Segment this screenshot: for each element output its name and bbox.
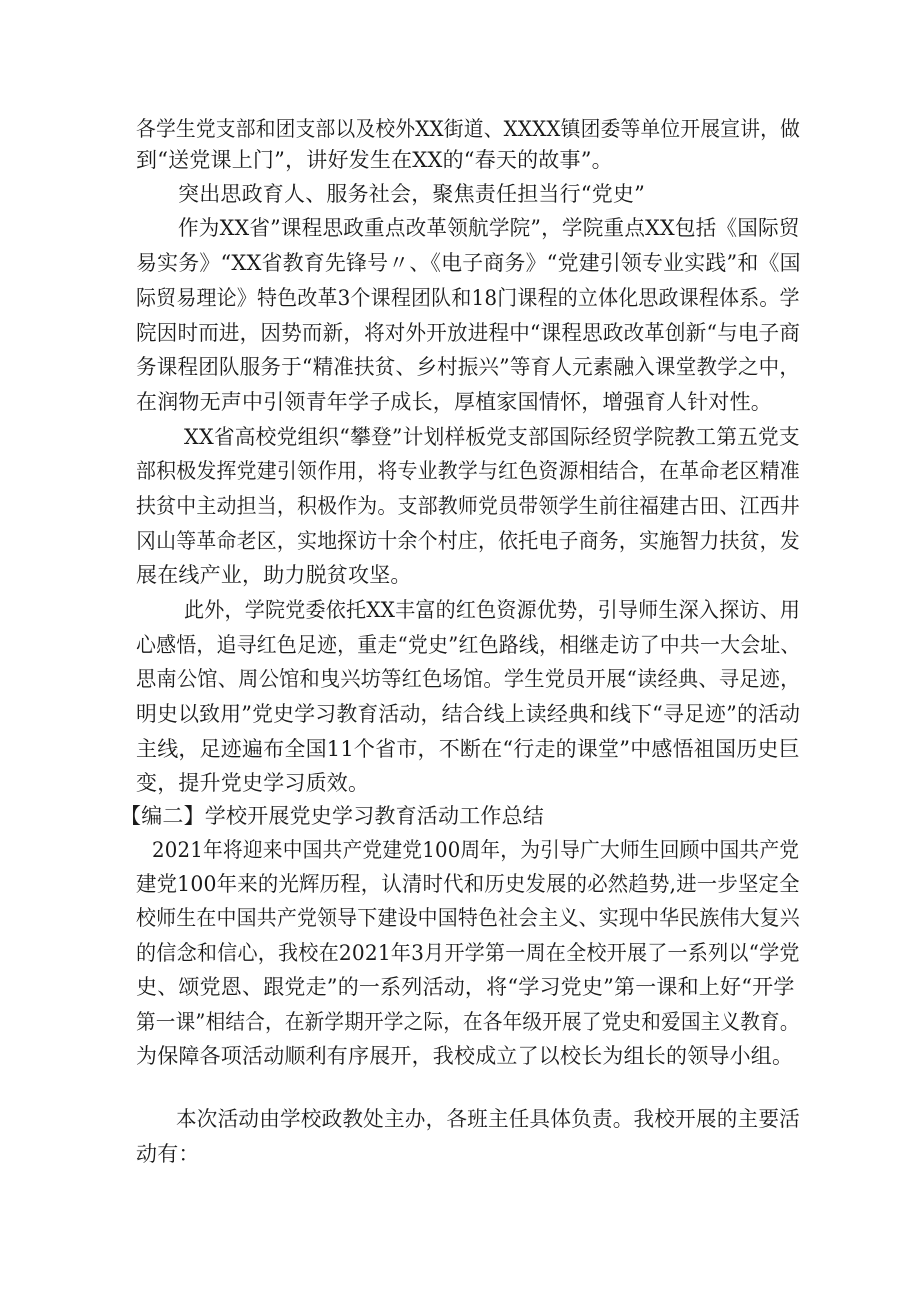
text-line: 扶贫中主动担当，积极作为。支部教师党员带领学生前往福建古田、江西井 [136, 494, 800, 518]
text-line: 建党100年来的光辉历程，认清时代和历史发展的必然趋势,进一步坚定全 [136, 872, 800, 896]
text-line: 明史以致用”党史学习教育活动，结合线上读经典和线下“寻足迹”的活动 [136, 702, 801, 726]
text-line: 2021年将迎来中国共产党建党100周年，为引导广大师生回顾中国共产党 [152, 838, 800, 862]
section-heading: 突出思政育人、服务社会，聚焦责任担当行“党史” [178, 182, 646, 206]
text-line: 展在线产业，助力脱贫攻坚。 [136, 563, 412, 587]
text-line: 冈山等革命老区，实地探访十余个村庄，依托电子商务，实施智力扶贫，发 [136, 529, 800, 553]
section-title: 【编二】学校开展党史学习教育活动工作总结 [120, 804, 544, 828]
text-line: 务课程团队服务于“精准扶贫、乡村振兴”等育人元素融入课堂教学之中， [136, 355, 801, 379]
text-line: 在润物无声中引领青年学子成长，厚植家国情怀，增强育人针对性。 [136, 390, 772, 414]
text-line: 易实务》“XX省教育先锋号〃、《电子商务》“党建引领专业实践”和《国 [136, 251, 801, 275]
text-line: 变，提升党史学习质效。 [136, 771, 370, 795]
text-line: 部积极发挥党建引领作用，将专业教学与红色资源相结合，在革命老区精准 [136, 459, 800, 483]
text-line: 校师生在中国共产党领导下建设中国特色社会主义、实现中华民族伟大复兴 [136, 906, 800, 930]
text-line: 本次活动由学校政教处主办，各班主任具体负责。我校开展的主要活 [176, 1107, 800, 1131]
text-line: 院因时而进，因势而新，将对外开放进程中“课程思政改革创新“与电子商 [136, 321, 801, 345]
text-line: 史、颂党恩、跟党走”的一系列活动，将“学习党史”第一课和上好“开学 [136, 975, 795, 999]
text-line: 各学生党支部和团支部以及校外XX街道、XXXX镇团委等单位开展宣讲，做 [136, 117, 801, 141]
text-line: 主线，足迹遍布全国11个省市，不断在“行走的课堂”中感悟祖国历史巨 [136, 737, 800, 761]
text-line: 际贸易理论》特色改革3个课程团队和18门课程的立体化思政课程体系。学 [136, 286, 800, 310]
text-line: XX省高校党组织“攀登”计划样板党支部国际经贸学院教工第五党支 [184, 425, 800, 449]
text-line: 此外，学院党委依托XX丰富的红色资源优势，引导师生深入探访、用 [184, 598, 801, 622]
text-line: 动有： [136, 1142, 200, 1166]
text-line: 的信念和信心，我校在2021年3月开学第一周在全校开展了一系列以“学党 [136, 941, 800, 965]
text-line: 作为XX省”课程思政重点改革领航学院”，学院重点XX包括《国际贸 [178, 216, 800, 240]
text-line: 心感悟，追寻红色足迹，重走“党史”红色路线，相继走访了中共一大会址、 [136, 633, 801, 657]
text-line: 第一课”相结合，在新学期开学之际，在各年级开展了党史和爱国主义教育。 [136, 1010, 800, 1034]
text-line: 到“送党课上门”，讲好发生在XX的“春天的故事”。 [136, 148, 613, 172]
text-line: 为保障各项活动顺利有序展开，我校成立了以校长为组长的领导小组。 [136, 1044, 794, 1068]
text-line: 思南公馆、周公馆和曳兴坊等红色场馆。学生党员开展“读经典、寻足迹， [136, 667, 801, 691]
